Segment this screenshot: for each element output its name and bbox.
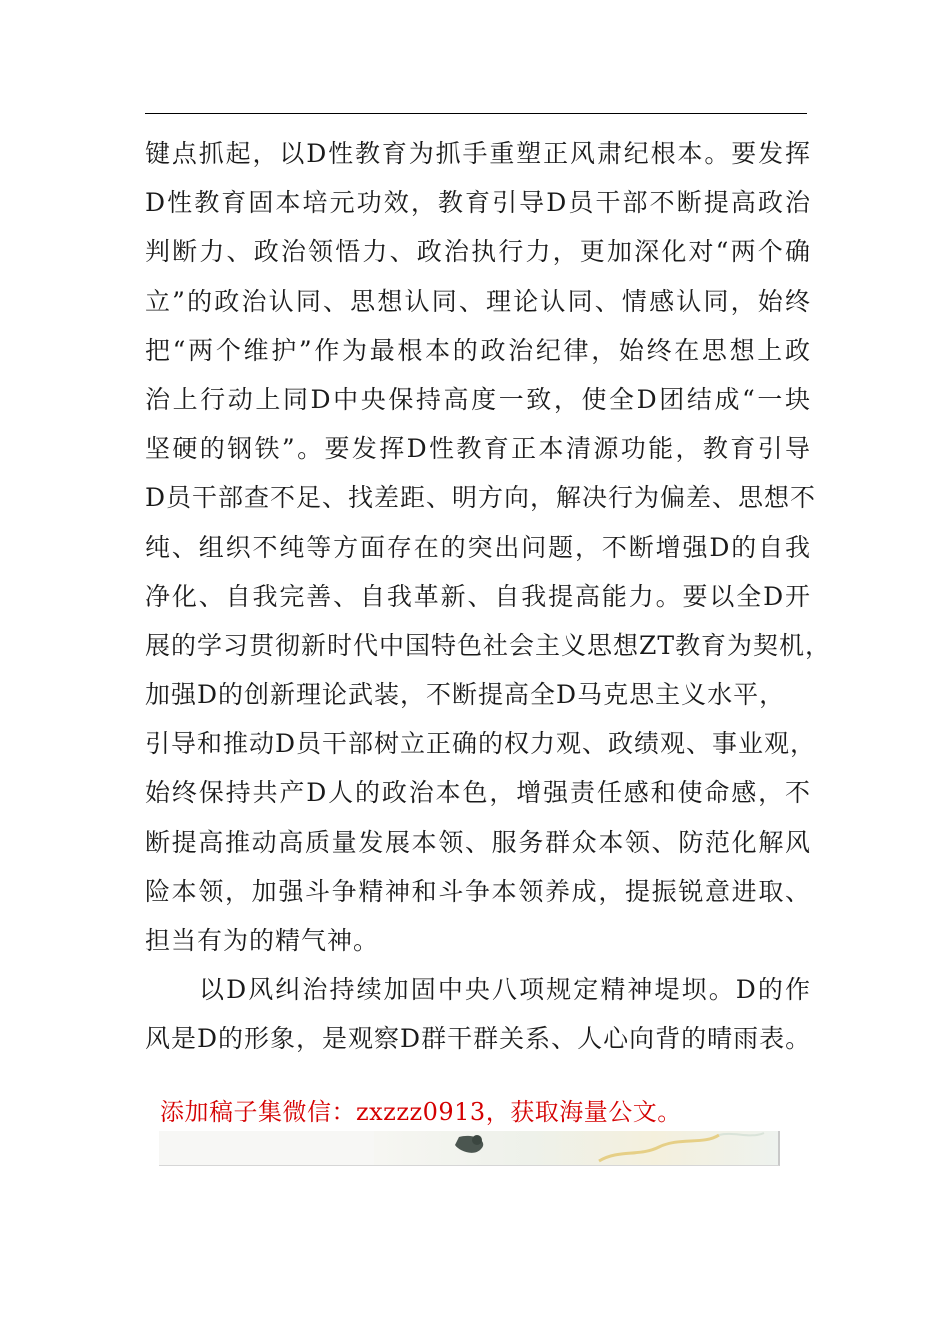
text-line: 纯、组织不纯等方面存在的突出问题，不断增强D的自我 [145,532,811,562]
text-line: 判断力、政治领悟力、政治执行力，更加深化对“两个确 [145,237,811,267]
text-line: 立”的政治认同、思想认同、理论认同、情感认同，始终 [145,286,811,316]
text-line: 险本领，加强斗争精神和斗争本领养成，提振锐意进取、 [145,876,811,906]
text-line: 坚硬的钢铁”。要发挥D性教育正本清源功能，教育引导 [145,434,811,464]
text-line: 治上行动上同D中央保持高度一致，使全D团结成“一块 [145,384,811,414]
text-line: D性教育固本培元功效，教育引导D员干部不断提高政治 [145,188,811,218]
text-line: 展的学习贯彻新时代中国特色社会主义思想ZT教育为契机， [145,630,832,660]
text-line: 风是D的形象，是观察D群干群关系、人心向背的晴雨表。 [145,1024,812,1054]
text-line: 引导和推动D员干部树立正确的权力观、政绩观、事业观， [145,729,817,759]
text-line: D员干部查不足、找差距、明方向，解决行为偏差、思想不 [145,483,817,513]
text-line: 断提高推动高质量发展本领、服务群众本领、防范化解风 [145,827,811,857]
promo-text: 添加稿子集微信：zxzzz0913，获取海量公文。 [160,1098,682,1126]
text-line: 始终保持共产D人的政治本色，增强责任感和使命感，不 [145,778,811,808]
decorative-banner-image [159,1131,780,1166]
text-line: 以D风纠治持续加固中央八项规定精神堤坝。D的作 [199,975,811,1005]
text-line: 净化、自我完善、自我革新、自我提高能力。要以全D开 [145,581,811,611]
banner-artwork [159,1131,778,1165]
text-line: 键点抓起，以D性教育为抓手重塑正风肃纪根本。要发挥 [145,139,811,168]
text-line: 把“两个维护”作为最根本的政治纪律，始终在思想上政 [145,335,811,365]
header-rule [145,113,807,114]
document-body [145,129,832,1064]
text-line: 加强D的创新理论武装，不断提高全D马克思主义水平， [145,680,786,710]
text-line: 担当有为的精气神。 [145,926,380,955]
